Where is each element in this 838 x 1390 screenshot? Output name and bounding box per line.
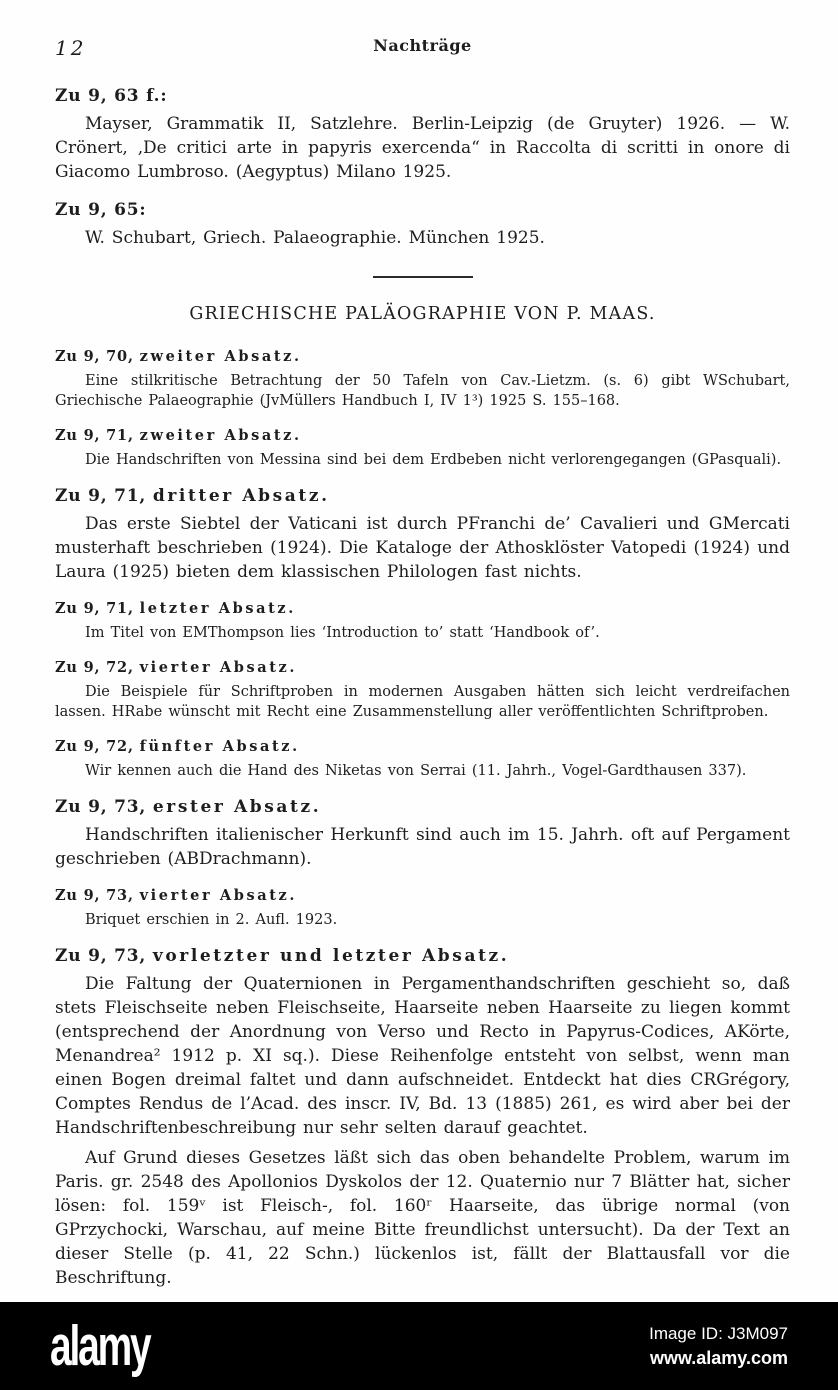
entry <box>55 659 790 722</box>
entry-body: Mayser, Grammatik II, Satzlehre. Berlin-Leipzig (de Gruyter) 1926. — W. Crönert, ‚De critici arte in papyris exercenda“ in Raccolta di scritti in onore di Giacomo Lumbroso. (Aegyptus) Milano 1925. <box>55 114 790 182</box>
entry-body: Eine stilkritische Betrachtung der 50 Tafeln von Cav.-Lietzm. (s. 6) gibt WSchubart, Griechische Palaeographie (JvMüllers Handbuch I, IV 1³) 1925 S. 155–168. <box>55 373 790 409</box>
entry-body: Die Beispiele für Schriftproben in modernen Ausgaben hätten sich leicht verdreifachen lassen. HRabe wünscht mit Recht eine Zusammenstellung aller veröffentlichten Schriftproben. <box>55 684 790 720</box>
entry-heading-prefix: Zu 9, 72, <box>55 659 134 676</box>
entry <box>55 200 790 250</box>
entry-heading-prefix: Zu 9, 71, <box>55 600 134 617</box>
entry-heading <box>55 887 790 904</box>
page-header <box>55 34 790 64</box>
entry-heading-prefix: Zu 9, 70, <box>55 348 134 365</box>
entry-body: Handschriften italienischer Herkunft sind auch im 15. Jahrh. oft auf Pergament geschrieben (ABDrachmann). <box>55 825 790 869</box>
entry-body: Die Handschriften von Messina sind bei dem Erdbeben nicht verlorengegangen (GPasquali). <box>85 452 782 468</box>
entry-heading-prefix: Zu 9, 71, <box>55 486 147 506</box>
image-id-text: Image ID: J3M097 <box>649 1324 788 1343</box>
entry-body: Die Faltung der Quaternionen in Pergamenthandschriften geschieht so, daß stets Fleischseite neben Fleischseite, Haarseite neben Haarseite zu liegen kommt (entsprechend der Anordnung von Verso und Recto in Papyrus-Codices, AKörte, Menandrea² 1912 p. XI sq.). Diese Reihenfolge entsteht von selbst, wenn man einen Bogen dreimal faltet und dann aufschneidet. Entdeckt hat dies CRGrégory, Comptes Rendus de l’Acad. des inscr. IV, Bd. 13 (1885) 261, es wird aber bei der Handschriftenbeschreibung nur sehr selten darauf geachtet. <box>55 974 790 1138</box>
page-number: 12 <box>55 36 87 60</box>
entry-heading <box>55 659 790 676</box>
entry-heading-spaced: fünfter Absatz. <box>139 738 300 755</box>
alamy-url-text: www.alamy.com <box>649 1348 788 1368</box>
entry-heading-spaced: vierter Absatz. <box>139 659 297 676</box>
entry-body-small: Auf Grund dieses Gesetzes läßt sich das oben behandelte Problem, warum im Paris. gr. 2548 des Apollonios Dyskolos der 12. Quaternio nur 7 Blätter hat, sicher lösen: fol. 159ᵛ ist Fleisch-, fol. 160ʳ Haarseite, das übrige normal (von GPrzychocki, Warschau, auf meine Bitte freundlichst untersucht). Da der Text an dieser Stelle (p. 41, 22 Schn.) lückenlos ist, fällt der Blattausfall vor die Beschriftung. <box>55 1148 790 1288</box>
entry-heading <box>55 600 790 617</box>
entry <box>55 887 790 930</box>
entry-heading-prefix: Zu 9, 63 f.: <box>55 86 168 106</box>
entry <box>55 486 790 584</box>
watermark-bar <box>0 1302 838 1390</box>
section-divider <box>373 276 473 278</box>
entry <box>55 86 790 184</box>
entry-body: Im Titel von EMThompson lies ‘Introduction to’ statt ‘Handbook of’. <box>85 625 600 641</box>
entry <box>55 427 790 470</box>
entry <box>55 600 790 643</box>
entry-heading-spaced: dritter Absatz. <box>152 486 330 506</box>
entry-heading <box>55 200 790 220</box>
entry-heading-prefix: Zu 9, 73, <box>55 887 134 904</box>
entry <box>55 946 790 1290</box>
entry-heading-prefix: Zu 9, 71, <box>55 427 134 444</box>
watermark-info <box>649 1321 788 1371</box>
entry-heading <box>55 86 790 106</box>
entry-heading <box>55 738 790 755</box>
entry-heading <box>55 946 790 966</box>
entry-heading <box>55 797 790 817</box>
entry-heading-prefix: Zu 9, 72, <box>55 738 134 755</box>
entry-heading <box>55 427 790 444</box>
running-head: Nachträge <box>373 36 472 55</box>
top-entries-list <box>55 86 790 250</box>
entry <box>55 738 790 781</box>
entry-body: Briquet erschien in 2. Aufl. 1923. <box>85 912 338 928</box>
entry-heading-spaced: zweiter Absatz. <box>139 427 302 444</box>
entry-body: W. Schubart, Griech. Palaeographie. München 1925. <box>85 228 545 248</box>
entry-heading <box>55 486 790 506</box>
entry <box>55 797 790 871</box>
section-heading: GRIECHISCHE PALÄOGRAPHIE VON P. MAAS. <box>189 304 656 324</box>
entry-body: Wir kennen auch die Hand des Niketas von Serrai (11. Jahrh., Vogel-Gardthausen 337). <box>85 763 747 779</box>
entry-heading-spaced: erster Absatz. <box>152 797 322 817</box>
entry-heading-prefix: Zu 9, 73, <box>55 797 147 817</box>
entry-heading-spaced: vierter Absatz. <box>139 887 297 904</box>
entry-heading-prefix: Zu 9, 73, <box>55 946 147 966</box>
entry-heading-prefix: Zu 9, 65: <box>55 200 147 220</box>
entry-heading-spaced: letzter Absatz. <box>139 600 296 617</box>
entry <box>55 348 790 411</box>
entries-list <box>55 348 790 1290</box>
entry-heading-spaced: zweiter Absatz. <box>139 348 302 365</box>
alamy-logo: alamy <box>50 1314 150 1378</box>
entry-body: Das erste Siebtel der Vaticani ist durch PFranchi de’ Cavalieri und GMercati musterhaft beschrieben (1924). Die Kataloge der Athosklöster Vatopedi (1924) und Laura (1925) bieten dem klassischen Philologen fast nichts. <box>55 514 790 582</box>
entry-heading <box>55 348 790 365</box>
entry-heading-spaced: vorletzter und letzter Absatz. <box>152 946 510 966</box>
